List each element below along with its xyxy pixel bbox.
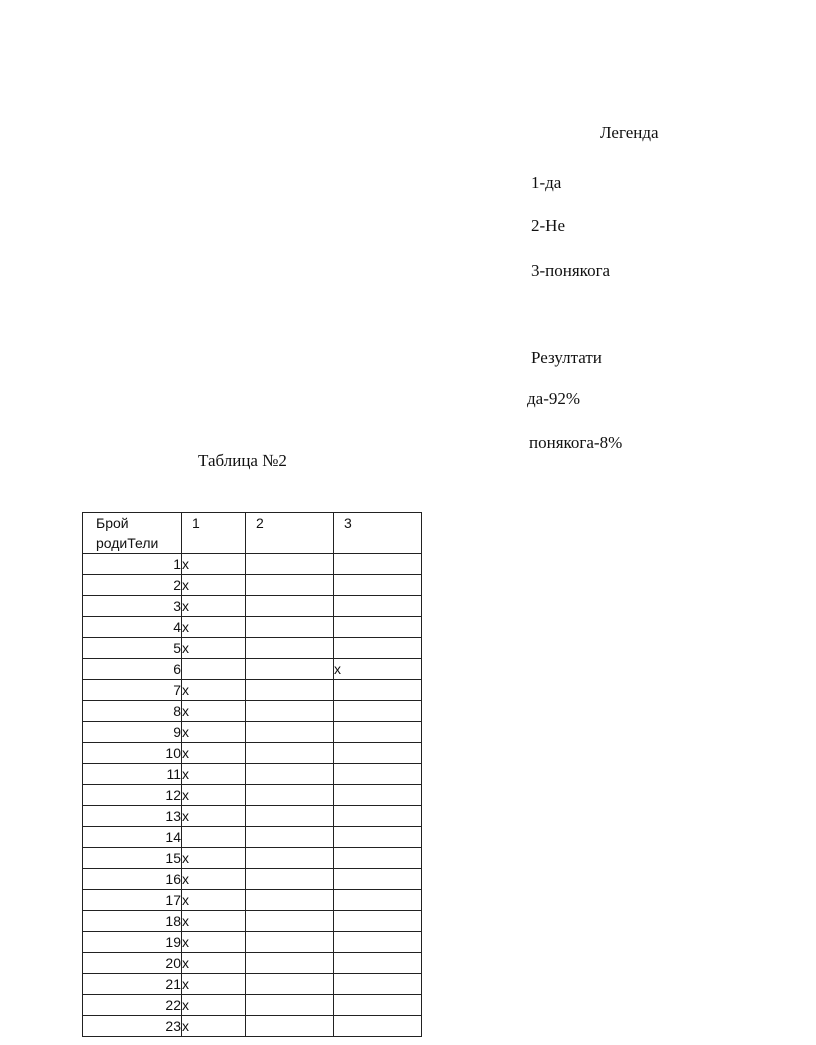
answer-cell-3	[334, 596, 422, 617]
answer-cell-2	[246, 911, 334, 932]
answer-cell-1: x	[182, 680, 246, 701]
answer-cell-3	[334, 554, 422, 575]
row-number-cell: 19	[83, 932, 182, 953]
answer-cell-3	[334, 911, 422, 932]
row-number-cell: 3	[83, 596, 182, 617]
result-item: понякога-8%	[529, 433, 623, 452]
table-row	[83, 995, 422, 1016]
answer-cell-2	[246, 785, 334, 806]
table-row	[83, 932, 422, 953]
column-header-1: 1	[182, 513, 246, 554]
answer-cell-1: x	[182, 869, 246, 890]
table-row	[83, 953, 422, 974]
answer-cell-2	[246, 953, 334, 974]
survey-table	[82, 512, 422, 1037]
answer-cell-1: x	[182, 890, 246, 911]
row-number-cell: 9	[83, 722, 182, 743]
legend-item: 3-понякога	[531, 261, 611, 280]
row-number-cell: 10	[83, 743, 182, 764]
table-row	[83, 974, 422, 995]
row-number-cell: 8	[83, 701, 182, 722]
answer-cell-3	[334, 743, 422, 764]
column-header-2: 2	[246, 513, 334, 554]
table-row	[83, 785, 422, 806]
row-number-cell: 11	[83, 764, 182, 785]
answer-cell-3	[334, 995, 422, 1016]
row-number-cell: 16	[83, 869, 182, 890]
legend-title: Легенда	[600, 123, 659, 142]
answer-cell-2	[246, 932, 334, 953]
answer-cell-2	[246, 617, 334, 638]
answer-cell-3	[334, 974, 422, 995]
answer-cell-2	[246, 743, 334, 764]
table-row	[83, 764, 422, 785]
row-number-cell: 2	[83, 575, 182, 596]
answer-cell-3: x	[334, 659, 422, 680]
row-number-cell: 12	[83, 785, 182, 806]
table-row	[83, 701, 422, 722]
answer-cell-3	[334, 932, 422, 953]
answer-cell-2	[246, 638, 334, 659]
answer-cell-2	[246, 722, 334, 743]
answer-cell-3	[334, 575, 422, 596]
row-number-cell: 13	[83, 806, 182, 827]
answer-cell-3	[334, 638, 422, 659]
table-row	[83, 596, 422, 617]
answer-cell-3	[334, 701, 422, 722]
answer-cell-1: x	[182, 701, 246, 722]
table-row	[83, 659, 422, 680]
answer-cell-2	[246, 869, 334, 890]
answer-cell-3	[334, 869, 422, 890]
row-number-cell: 5	[83, 638, 182, 659]
answer-cell-2	[246, 806, 334, 827]
row-number-cell: 4	[83, 617, 182, 638]
answer-cell-1: x	[182, 638, 246, 659]
answer-cell-3	[334, 890, 422, 911]
answer-cell-1: x	[182, 806, 246, 827]
table-header-row	[83, 513, 422, 554]
row-number-cell: 20	[83, 953, 182, 974]
answer-cell-1: x	[182, 974, 246, 995]
legend-item: 2-Не	[531, 216, 565, 235]
row-number-cell: 7	[83, 680, 182, 701]
table-row	[83, 575, 422, 596]
answer-cell-3	[334, 764, 422, 785]
row-number-cell: 15	[83, 848, 182, 869]
row-number-cell: 1	[83, 554, 182, 575]
table-row	[83, 827, 422, 848]
legend-item: 1-да	[531, 173, 562, 192]
row-number-cell: 18	[83, 911, 182, 932]
answer-cell-1: x	[182, 1016, 246, 1037]
answer-cell-1	[182, 659, 246, 680]
answer-cell-2	[246, 596, 334, 617]
row-number-cell: 23	[83, 1016, 182, 1037]
table-row	[83, 1016, 422, 1037]
answer-cell-2	[246, 827, 334, 848]
row-number-cell: 21	[83, 974, 182, 995]
answer-cell-2	[246, 575, 334, 596]
answer-cell-1: x	[182, 932, 246, 953]
table-row	[83, 722, 422, 743]
answer-cell-2	[246, 764, 334, 785]
answer-cell-1: x	[182, 617, 246, 638]
answer-cell-1: x	[182, 743, 246, 764]
answer-cell-3	[334, 953, 422, 974]
table-row	[83, 617, 422, 638]
table-row	[83, 638, 422, 659]
answer-cell-3	[334, 827, 422, 848]
answer-cell-3	[334, 1016, 422, 1037]
answer-cell-1: x	[182, 848, 246, 869]
answer-cell-1: x	[182, 995, 246, 1016]
results-title: Резултати	[531, 348, 602, 367]
table-row	[83, 806, 422, 827]
answer-cell-1: x	[182, 596, 246, 617]
result-item: да-92%	[527, 389, 581, 408]
answer-cell-2	[246, 554, 334, 575]
answer-cell-1: x	[182, 911, 246, 932]
column-header-3: 3	[334, 513, 422, 554]
table-row	[83, 680, 422, 701]
answer-cell-1: x	[182, 722, 246, 743]
table-body	[83, 554, 422, 1037]
table-row	[83, 743, 422, 764]
answer-cell-3	[334, 785, 422, 806]
answer-cell-3	[334, 848, 422, 869]
answer-cell-3	[334, 680, 422, 701]
row-number-cell: 17	[83, 890, 182, 911]
answer-cell-2	[246, 890, 334, 911]
answer-cell-1: x	[182, 554, 246, 575]
answer-cell-3	[334, 722, 422, 743]
answer-cell-1	[182, 827, 246, 848]
table-row	[83, 869, 422, 890]
row-number-cell: 14	[83, 827, 182, 848]
row-number-cell: 6	[83, 659, 182, 680]
answer-cell-2	[246, 680, 334, 701]
table-row	[83, 911, 422, 932]
answer-cell-2	[246, 1016, 334, 1037]
answer-cell-1: x	[182, 785, 246, 806]
table-row	[83, 890, 422, 911]
table-row	[83, 848, 422, 869]
column-header-parents-count: Брой родиТели	[83, 513, 182, 554]
answer-cell-3	[334, 617, 422, 638]
answer-cell-1: x	[182, 764, 246, 785]
answer-cell-1: x	[182, 575, 246, 596]
answer-cell-3	[334, 806, 422, 827]
table-caption: Таблица №2	[198, 451, 287, 470]
table-row	[83, 554, 422, 575]
answer-cell-2	[246, 659, 334, 680]
answer-cell-2	[246, 974, 334, 995]
row-number-cell: 22	[83, 995, 182, 1016]
answer-cell-2	[246, 701, 334, 722]
answer-cell-2	[246, 848, 334, 869]
answer-cell-2	[246, 995, 334, 1016]
answer-cell-1: x	[182, 953, 246, 974]
